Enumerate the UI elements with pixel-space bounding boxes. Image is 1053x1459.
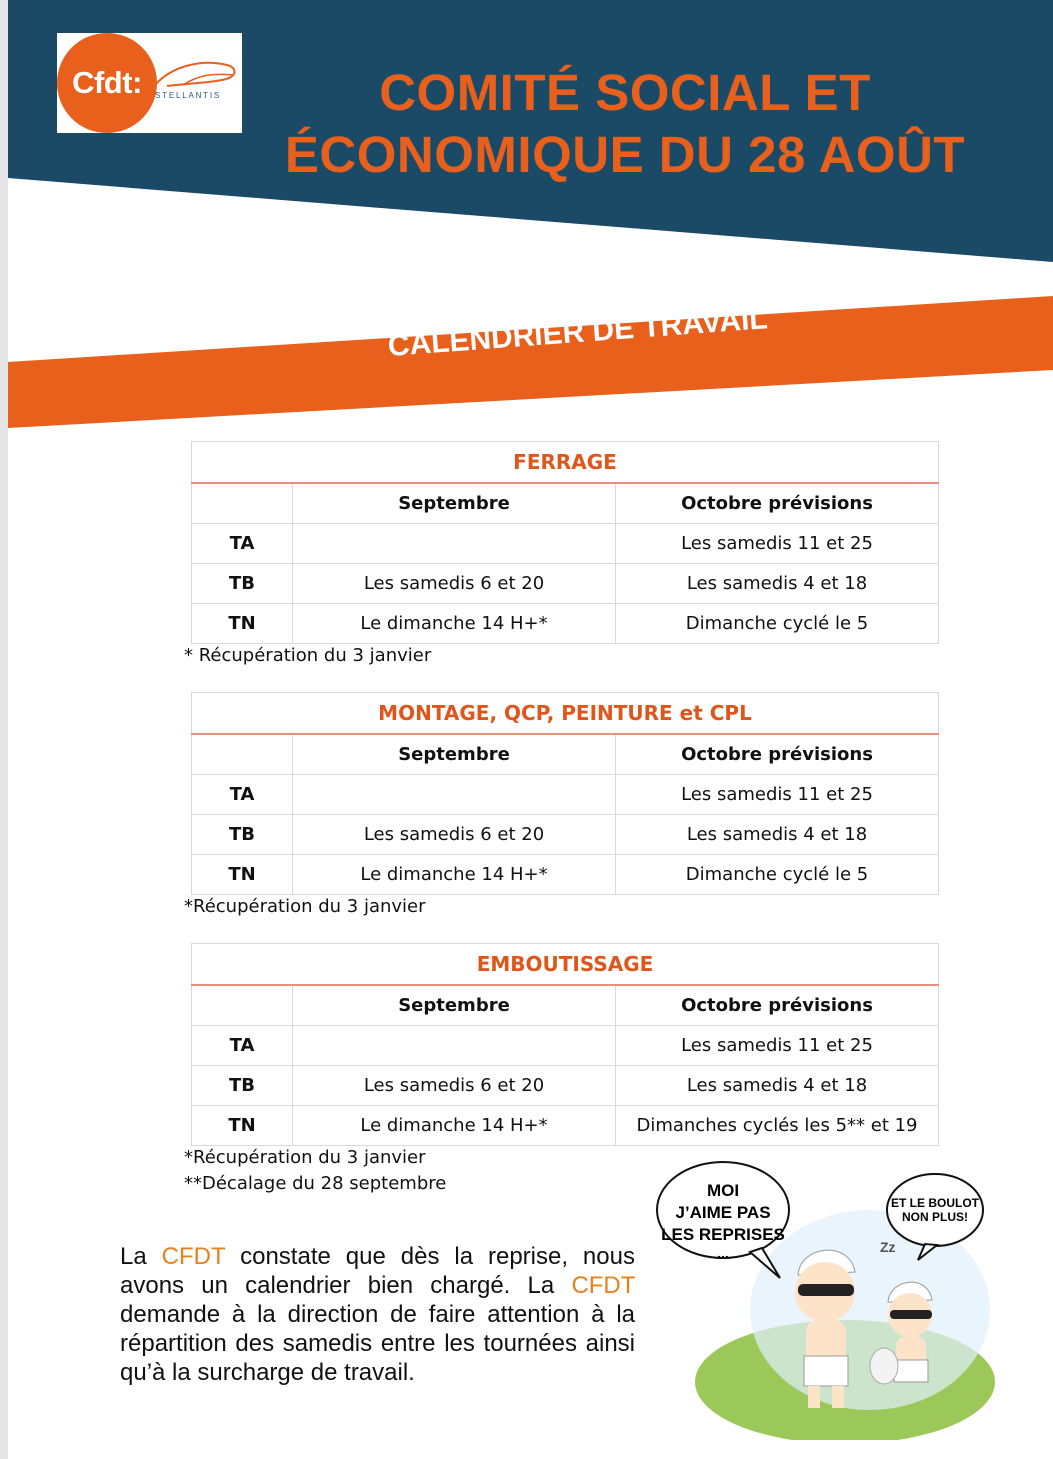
cell-october: Les samedis 11 et 25 (616, 524, 939, 564)
table-row (192, 1026, 939, 1066)
montage-table (191, 692, 939, 895)
para-text: demande à la direction de faire attention à la répartition des samedis entre les tournées ainsi qu’à la surcharge de travail. (120, 1301, 635, 1386)
cell-september (293, 524, 616, 564)
cell-september: Les samedis 6 et 20 (293, 1066, 616, 1106)
cell-october: Dimanches cyclés les 5** et 19 (616, 1106, 939, 1146)
smurf-leg (832, 1386, 844, 1408)
cell-september (293, 1026, 616, 1066)
ferrage-table (191, 441, 939, 644)
orange-band (8, 296, 1053, 428)
cell-october: Les samedis 4 et 18 (616, 564, 939, 604)
sunglasses-icon (890, 1310, 932, 1319)
stellantis-label: STELLANTIS (155, 91, 222, 100)
smurf-pants (894, 1360, 928, 1382)
column-header-september: Septembre (293, 985, 616, 1026)
title-line-1: COMITÉ SOCIAL ET (379, 64, 871, 121)
cell-september (293, 775, 616, 815)
bubble-line: ET LE BOULOT (891, 1196, 979, 1210)
corner-cell (192, 985, 293, 1026)
page-title (250, 62, 1000, 186)
footnote: **Décalage du 28 septembre (184, 1173, 447, 1194)
row-team: TB (192, 564, 293, 604)
cell-september: Le dimanche 14 H+* (293, 855, 616, 895)
cell-october: Dimanche cyclé le 5 (616, 855, 939, 895)
cell-october: Les samedis 4 et 18 (616, 1066, 939, 1106)
table-row (192, 564, 939, 604)
footnote: *Récupération du 3 janvier (184, 1147, 426, 1168)
cell-october: Les samedis 11 et 25 (616, 1026, 939, 1066)
column-header-october: Octobre prévisions (616, 734, 939, 775)
cfdt-logo (57, 33, 242, 133)
row-team: TN (192, 604, 293, 644)
column-header-october: Octobre prévisions (616, 483, 939, 524)
table-row (192, 1066, 939, 1106)
smurf-leg (808, 1386, 820, 1408)
cfdt-highlight: CFDT (161, 1243, 226, 1270)
cell-october: Les samedis 11 et 25 (616, 775, 939, 815)
conclusion-paragraph (120, 1242, 635, 1387)
row-team: TN (192, 855, 293, 895)
row-team: TB (192, 815, 293, 855)
cfdt-highlight: CFDT (571, 1272, 635, 1299)
table-row (192, 1106, 939, 1146)
para-text: constate que dès la reprise, nous avons un calendrier bien chargé. La (120, 1243, 635, 1299)
section-banner-title: CALENDRIER DE TRAVAIL (386, 302, 769, 363)
bubble-line: LES REPRISES (661, 1225, 785, 1244)
footnote: * Récupération du 3 janvier (184, 645, 432, 666)
emboutissage-table (191, 943, 939, 1146)
table-row (192, 775, 939, 815)
cell-september: Les samedis 6 et 20 (293, 815, 616, 855)
bubble-line: ... (717, 1245, 729, 1261)
para-text: La (120, 1243, 162, 1270)
smurf-pants (804, 1356, 848, 1386)
column-header-september: Septembre (293, 734, 616, 775)
corner-cell (192, 483, 293, 524)
sleep-zz: Zz (880, 1239, 896, 1255)
column-header-september: Septembre (293, 483, 616, 524)
bubble-line: J’AIME PAS (675, 1203, 771, 1222)
row-team: TA (192, 1026, 293, 1066)
table-row (192, 855, 939, 895)
title-line-2: ÉCONOMIQUE DU 28 AOÛT (284, 126, 966, 183)
corner-cell (192, 734, 293, 775)
table-title: FERRAGE (192, 442, 939, 484)
bubble-line: MOI (706, 1181, 740, 1200)
row-team: TN (192, 1106, 293, 1146)
cell-september: Les samedis 6 et 20 (293, 564, 616, 604)
cell-october: Les samedis 4 et 18 (616, 815, 939, 855)
sunglasses-icon (798, 1284, 854, 1296)
cell-september: Le dimanche 14 H+* (293, 1106, 616, 1146)
car-swoosh-icon (153, 55, 243, 91)
cartoon-illustration (650, 1160, 995, 1440)
sack-icon (870, 1348, 898, 1384)
table-row (192, 604, 939, 644)
logo-brand-mark: Cfdt: (57, 33, 157, 133)
footnote: *Récupération du 3 janvier (184, 896, 426, 917)
table-row (192, 524, 939, 564)
bubble-line: NON PLUS! (902, 1210, 968, 1224)
table-row (192, 815, 939, 855)
cell-september: Le dimanche 14 H+* (293, 604, 616, 644)
row-team: TA (192, 524, 293, 564)
row-team: TA (192, 775, 293, 815)
column-header-october: Octobre prévisions (616, 985, 939, 1026)
row-team: TB (192, 1066, 293, 1106)
table-title: EMBOUTISSAGE (192, 944, 939, 986)
cell-october: Dimanche cyclé le 5 (616, 604, 939, 644)
table-title: MONTAGE, QCP, PEINTURE et CPL (192, 693, 939, 735)
